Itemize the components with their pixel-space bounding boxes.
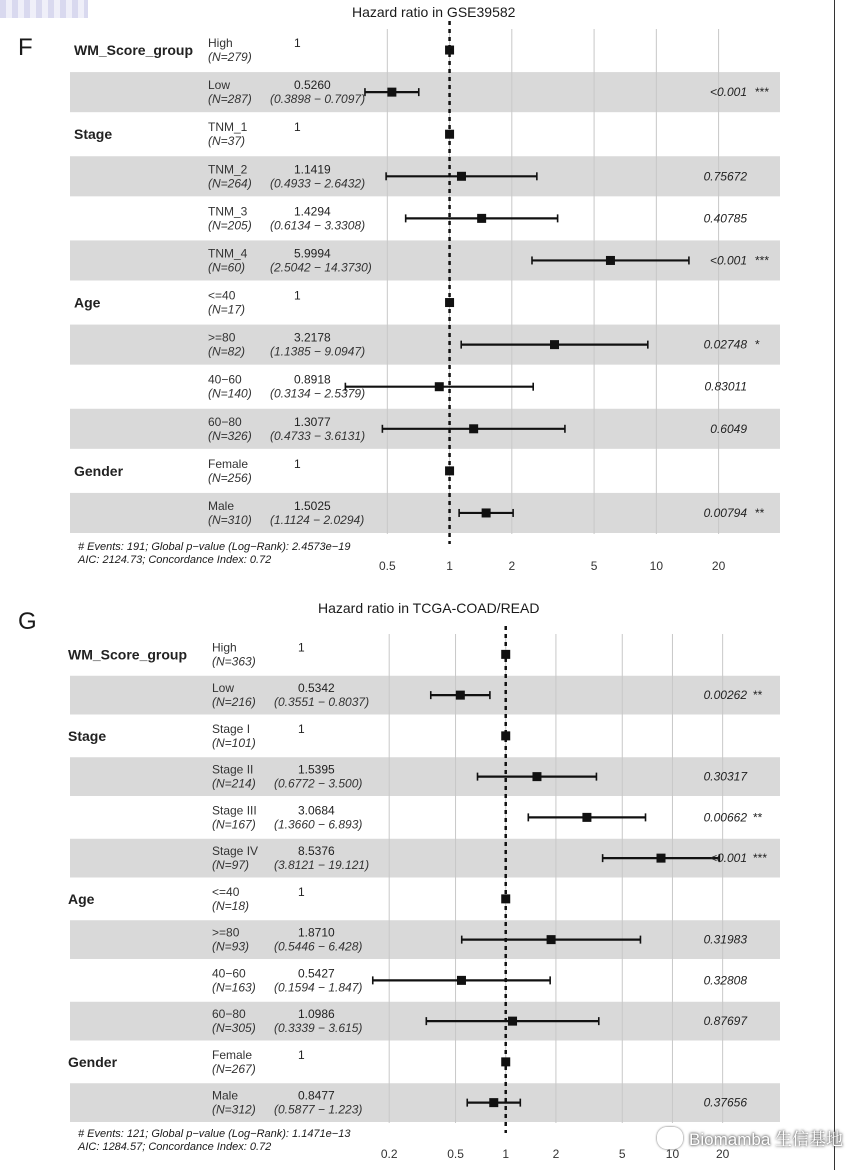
hazard-ratio-label: 0.8918 [294,372,331,387]
confidence-interval-label: (0.1594 − 1.847) [274,980,363,995]
hazard-ratio-label: 1.5395 [298,762,335,777]
x-tick-label: 0.2 [380,1147,398,1161]
events-line: # Events: 191; Global p−value (Log−Rank): 2.4573e−19 [78,541,351,553]
level-label: Female [208,456,249,471]
hazard-ratio-point [489,1098,498,1107]
sample-size-label: (N=326) [208,428,252,443]
hazard-ratio-label: 0.5427 [298,966,335,981]
x-tick-label: 10 [649,559,664,573]
hazard-ratio-point [445,130,454,139]
significance-stars: * [755,337,760,352]
hazard-ratio-point [532,772,541,781]
significance-stars: ** [753,810,763,825]
hazard-ratio-point [445,298,454,307]
confidence-interval-label: (1.1124 − 2.0294) [270,512,365,527]
level-label: Low [208,78,231,93]
sample-size-label: (N=214) [212,776,256,791]
level-label: Stage III [212,803,257,818]
p-value-label: 0.32808 [703,973,747,988]
hazard-ratio-point [477,214,486,223]
level-label: Stage II [212,762,254,777]
hazard-ratio-point [445,46,454,55]
x-tick-label: 2 [508,559,516,573]
row-band [70,493,780,533]
row-band [70,676,780,715]
row-band [70,325,780,365]
level-label: 60−80 [208,414,242,429]
confidence-interval-label: (0.6134 − 3.3308) [270,218,366,233]
hazard-ratio-point [657,854,666,863]
p-value-label: 0.30317 [703,769,747,784]
significance-stars: ** [753,688,763,703]
model-summary [78,1128,350,1154]
sample-size-label: (N=101) [212,735,256,750]
sample-size-label: (N=287) [208,92,252,107]
hazard-ratio-point [547,935,556,944]
x-tick-label: 5 [590,559,598,573]
hazard-ratio-point [582,813,591,822]
x-tick-label: 0.5 [378,559,396,573]
row-band [70,1083,780,1122]
hazard-ratio-label: 1 [298,721,305,736]
sample-size-label: (N=60) [208,260,246,275]
level-label: TNM_2 [208,162,248,177]
hazard-ratio-label: 5.9994 [294,246,331,261]
x-tick-label: 20 [711,559,726,573]
p-value-label: 0.00262 [703,688,747,703]
level-label: 40−60 [208,372,242,387]
aic-line: AIC: 2124.73; Concordance Index: 0.72 [78,554,272,566]
panel-letter: F [18,34,33,61]
x-tick-label: 10 [665,1147,680,1161]
hazard-ratio-label: 1.5025 [294,498,331,513]
row-band [70,920,780,959]
hazard-ratio-point [469,424,478,433]
hazard-ratio-point [482,508,491,517]
hazard-ratio-label: 1 [294,36,301,51]
confidence-interval-label: (1.3660 − 6.893) [274,817,363,832]
chat-bubble-icon [657,1127,683,1149]
level-label: Stage IV [212,844,259,859]
row-band [70,757,780,796]
level-label: TNM_3 [208,204,248,219]
confidence-interval-label: (2.5042 − 14.3730) [270,260,372,275]
confidence-interval-label: (0.5877 − 1.223) [274,1102,363,1117]
sample-size-label: (N=163) [212,980,256,995]
sample-size-label: (N=97) [212,858,250,873]
significance-stars: *** [753,851,768,866]
p-value-label: 0.6049 [710,421,747,436]
confidence-interval-label: (0.3551 − 0.8037) [274,695,370,710]
confidence-interval-label: (3.8121 − 19.121) [274,858,370,873]
hazard-ratio-label: 1 [294,120,301,135]
hazard-ratio-point [387,88,396,97]
sample-size-label: (N=363) [212,654,256,669]
level-label: TNM_1 [208,120,248,135]
hazard-ratio-point [501,650,510,659]
hazard-ratio-point [501,894,510,903]
variable-label: Age [74,294,101,311]
hazard-ratio-label: 1 [298,884,305,899]
hazard-ratio-point [457,172,466,181]
hazard-ratio-label: 1.1419 [294,162,331,177]
variable-label: WM_Score_group [68,646,188,663]
p-value-label: <0.001 [709,253,747,268]
significance-stars: ** [755,505,765,520]
x-tick-label: 1 [502,1147,510,1161]
confidence-interval-label: (0.3898 − 0.7097) [270,92,366,107]
sample-size-label: (N=256) [208,470,252,485]
variable-label: Stage [68,727,107,744]
hazard-ratio-point [457,976,466,985]
x-tick-label: 5 [618,1147,626,1161]
significance-stars: *** [755,85,770,100]
sample-size-label: (N=93) [212,939,250,954]
p-value-label: 0.02748 [703,337,747,352]
p-value-label: 0.87697 [703,1014,747,1029]
significance-stars: *** [755,253,770,268]
sample-size-label: (N=205) [208,218,252,233]
variable-label: Gender [74,462,124,479]
p-value-label: 0.83011 [704,379,747,394]
hazard-ratio-label: 1 [294,288,301,303]
hazard-ratio-label: 1.8710 [298,925,335,940]
sample-size-label: (N=18) [212,898,250,913]
confidence-interval-label: (1.1385 − 9.0947) [270,344,366,359]
level-label: <=40 [212,884,240,899]
sample-size-label: (N=216) [212,695,256,710]
level-label: Male [208,498,235,513]
watermark-text: Biomamba 生信基地 [689,1130,843,1149]
level-label: 40−60 [212,966,246,981]
hazard-ratio-point [550,340,559,349]
watermark [657,1125,843,1150]
level-label: Male [212,1088,239,1103]
level-label: Stage I [212,721,251,736]
hazard-ratio-point [501,1057,510,1066]
hazard-ratio-point [501,731,510,740]
p-value-label: <0.001 [709,851,747,866]
hazard-ratio-label: 0.5260 [294,78,331,93]
hazard-ratio-label: 1 [298,640,305,655]
hazard-ratio-point [508,1017,517,1026]
level-label: >=80 [212,925,240,940]
level-label: <=40 [208,288,236,303]
level-label: >=80 [208,330,236,345]
p-value-label: 0.40785 [703,211,747,226]
hazard-ratio-label: 1.0986 [298,1007,335,1022]
sample-size-label: (N=37) [208,134,246,149]
variable-label: WM_Score_group [74,42,194,59]
level-label: High [208,36,233,51]
confidence-interval-label: (0.3339 − 3.615) [274,1021,363,1036]
x-tick-label: 20 [715,1147,730,1161]
hazard-ratio-label: 3.0684 [298,803,335,818]
p-value-label: 0.37656 [703,1095,747,1110]
p-value-label: 0.31983 [703,932,747,947]
hazard-ratio-point [606,256,615,265]
sample-size-label: (N=305) [212,1021,256,1036]
p-value-label: 0.75672 [703,169,747,184]
hazard-ratio-label: 1 [298,1047,305,1062]
x-tick-label: 2 [552,1147,560,1161]
row-band [70,72,780,112]
model-summary [78,541,350,567]
hazard-ratio-label: 3.2178 [294,330,331,345]
confidence-interval-label: (0.4733 − 3.6131) [270,428,366,443]
forest-plot-svg [0,600,865,1170]
sample-size-label: (N=312) [212,1102,256,1117]
sample-size-label: (N=17) [208,302,246,317]
hazard-ratio-label: 1 [294,456,301,471]
hazard-ratio-label: 1.4294 [294,204,331,219]
hazard-ratio-point [445,466,454,475]
sample-size-label: (N=140) [208,386,252,401]
confidence-interval-label: (0.3134 − 2.5379) [270,386,366,401]
x-tick-label: 1 [446,559,453,573]
sample-size-label: (N=264) [208,176,252,191]
hazard-ratio-label: 0.5342 [298,681,335,696]
plot-title: Hazard ratio in GSE39582 [352,4,516,20]
hazard-ratio-label: 8.5376 [298,844,335,859]
hazard-ratio-label: 1.3077 [294,414,331,429]
level-label: TNM_4 [208,246,248,261]
variable-label: Stage [74,126,113,143]
forest-plot-panel-g [0,600,865,1170]
p-value-label: <0.001 [709,85,747,100]
p-value-label: 0.00794 [703,505,747,520]
hazard-ratio-point [456,691,465,700]
events-line: # Events: 121; Global p−value (Log−Rank): 1.1471e−13 [78,1128,351,1140]
hazard-ratio-label: 0.8477 [298,1088,335,1103]
sample-size-label: (N=82) [208,344,246,359]
plot-title: Hazard ratio in TCGA-COAD/READ [318,600,540,616]
confidence-interval-label: (0.6772 − 3.500) [274,776,363,791]
sample-size-label: (N=279) [208,50,252,65]
level-label: Low [212,681,235,696]
variable-label: Age [68,890,95,907]
panel-letter: G [18,608,37,635]
level-label: High [212,640,237,655]
sample-size-label: (N=167) [212,817,256,832]
p-value-label: 0.00662 [703,810,747,825]
aic-line: AIC: 1284.57; Concordance Index: 0.72 [78,1141,272,1153]
level-label: 60−80 [212,1007,246,1022]
x-tick-label: 0.5 [447,1147,464,1161]
sample-size-label: (N=310) [208,512,252,527]
sample-size-label: (N=267) [212,1061,256,1076]
level-label: Female [212,1047,253,1062]
confidence-interval-label: (0.5446 − 6.428) [274,939,363,954]
row-band [70,1002,780,1041]
variable-label: Gender [68,1053,118,1070]
confidence-interval-label: (0.4933 − 2.6432) [270,176,366,191]
hazard-ratio-point [435,382,444,391]
